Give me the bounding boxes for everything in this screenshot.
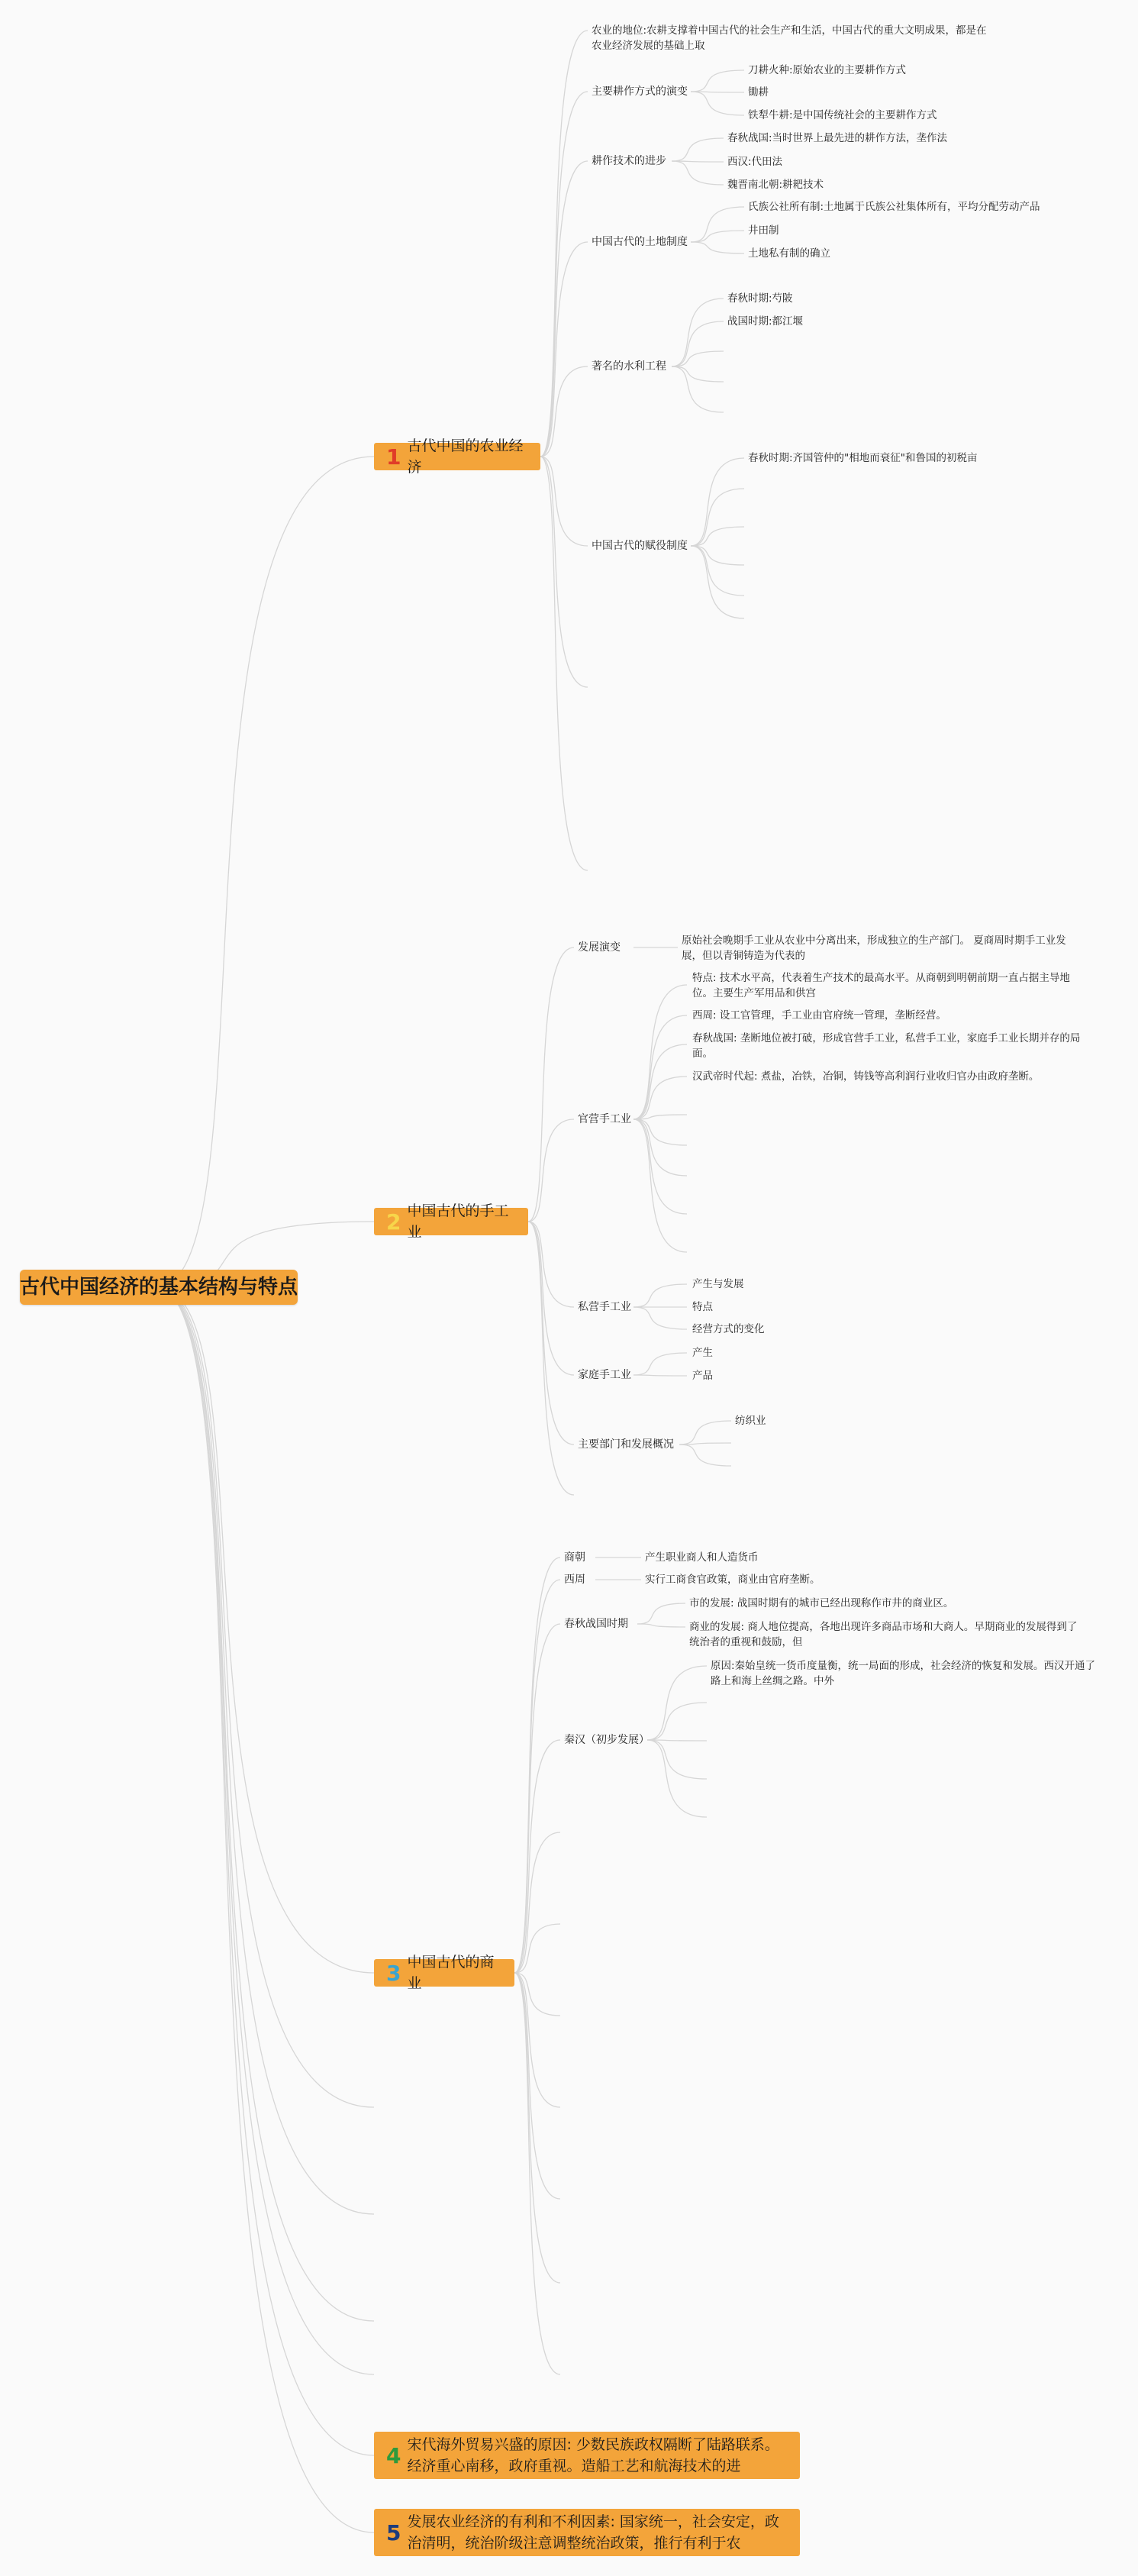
connector-line xyxy=(540,457,588,870)
leaf-tax-0: 春秋时期:齐国管仲的"相地而衰征"和鲁国的初税亩 xyxy=(748,452,978,464)
topic-number: 5 xyxy=(386,2520,401,2545)
topic-title: 发展农业经济的有利和不利因素: 国家统一，社会安定，政治清明，统治阶级注意调整统治政策，推行有利于农 xyxy=(407,2513,779,2552)
connector-line xyxy=(647,1703,707,1740)
connector-line xyxy=(514,1973,560,2107)
connector-line xyxy=(633,1307,687,1329)
connector-line xyxy=(528,1119,574,1222)
connector-line xyxy=(633,1375,687,1376)
connector-line xyxy=(691,458,744,546)
connector-line xyxy=(156,1287,374,2532)
sub-qinhan[interactable]: 秦汉（初步发展） xyxy=(564,1734,650,1746)
connector-line xyxy=(691,70,744,92)
leaf-official-3: 汉武帝时代起: 煮盐，冶铁，冶铜，铸钱等高利润行业收归官办由政府垄断。 xyxy=(692,1070,1040,1083)
connector-line xyxy=(540,457,588,687)
connector-line xyxy=(156,457,374,1287)
connector-line xyxy=(691,207,744,242)
leaf-family-0: 产生 xyxy=(692,1347,713,1359)
leaf-official-0: 特点: 技术水平高，代表着生产技术的最高水平。从商朝到明朝前期一直占据主导地位。主要生产军用品和供宫 xyxy=(692,972,1070,999)
topic-agriculture[interactable] xyxy=(374,437,540,476)
topic-number: 4 xyxy=(386,2442,401,2468)
sub-family-craft[interactable]: 家庭手工业 xyxy=(578,1369,631,1381)
connector-line xyxy=(679,1421,731,1445)
topic-number: 3 xyxy=(386,1960,401,1986)
leaf-farming-2: 铁犁牛耕:是中国传统社会的主要耕作方式 xyxy=(748,109,937,121)
connector-line xyxy=(647,1740,707,1779)
topic-number: 2 xyxy=(386,1209,401,1235)
connector-line xyxy=(514,1740,560,1973)
connector-line xyxy=(528,1222,574,1307)
connector-line xyxy=(637,1603,685,1624)
connector-line xyxy=(514,1973,560,2016)
sub-zhou[interactable]: 西周 xyxy=(564,1574,585,1586)
connector-line xyxy=(691,242,744,253)
sub-private-craft[interactable]: 私营手工业 xyxy=(578,1301,631,1313)
connector-line xyxy=(672,161,724,185)
sub-tax-system[interactable]: 中国古代的赋役制度 xyxy=(592,540,688,552)
sub-land-system[interactable]: 中国古代的土地制度 xyxy=(592,236,688,248)
sub-craft-sectors[interactable]: 主要部门和发展概况 xyxy=(578,1438,674,1451)
topic-title: 古代中国的农业经济 xyxy=(407,437,524,476)
leaf-tech-1: 西汉:代田法 xyxy=(727,156,783,168)
connector-line xyxy=(633,1119,687,1176)
leaf-sectors-0: 纺织业 xyxy=(735,1415,766,1427)
leaf-qinhan-0: 原因:秦始皇统一货币度量衡，统一局面的形成，社会经济的恢复和发展。西汉开通了路上和海上丝绸之路。中外 xyxy=(711,1660,1096,1687)
sub-shang[interactable]: 商朝 xyxy=(564,1551,585,1564)
connector-line xyxy=(647,1740,707,1741)
leaf-official-1: 西周: 设工官管理，手工业由官府统一管理，垄断经营。 xyxy=(692,1009,946,1022)
connector-line xyxy=(514,1832,560,1973)
leaf-private-0: 产生与发展 xyxy=(692,1278,744,1290)
leaf-chunqiu-1: 商业的发展: 商人地位提高，各地出现许多商品市场和大商人。早期商业的发展得到了统治者的重视和鼓励，但 xyxy=(689,1621,1078,1648)
leaf-official-2: 春秋战国: 垄断地位被打破，形成官营手工业，私营手工业，家庭手工业长期并存的局面。 xyxy=(692,1032,1081,1060)
connector-line xyxy=(672,321,724,366)
leaf-zhou: 实行工商食官政策，商业由官府垄断。 xyxy=(645,1574,820,1586)
connector-line xyxy=(672,366,724,382)
topic-number: 1 xyxy=(386,444,401,470)
connector-line xyxy=(672,299,724,366)
connector-line xyxy=(633,1284,687,1307)
connector-line xyxy=(156,1287,374,2321)
topic-handicraft[interactable] xyxy=(374,1202,528,1241)
connector-line xyxy=(514,1558,560,1973)
connector-line xyxy=(691,489,744,546)
connector-line xyxy=(691,546,744,618)
connector-line xyxy=(672,366,724,412)
connector-line xyxy=(514,1624,560,1973)
leaf-private-2: 经营方式的变化 xyxy=(692,1323,765,1335)
topic-agri-factors[interactable] xyxy=(374,2509,800,2556)
connector-line xyxy=(672,138,724,161)
connector-line xyxy=(691,546,744,596)
root-node[interactable]: 古代中国经济的基本结构与特点 xyxy=(20,1270,298,1305)
topic-commerce[interactable] xyxy=(374,1954,514,1992)
connector-line xyxy=(528,1222,574,1495)
connector-line xyxy=(156,1287,374,1973)
connector-line xyxy=(514,1973,560,2283)
sub-water-projects[interactable]: 著名的水利工程 xyxy=(592,360,666,373)
leaf-family-1: 产品 xyxy=(692,1370,713,1382)
connector-line xyxy=(679,1445,731,1466)
leaf-shang: 产生职业商人和人造货币 xyxy=(645,1551,759,1564)
connector-line xyxy=(633,985,687,1119)
leaf-land-2: 土地私有制的确立 xyxy=(748,247,830,260)
connector-line xyxy=(514,1973,560,2374)
connector-line xyxy=(528,947,574,1222)
connector-line xyxy=(528,1222,574,1375)
leaf-water-1: 战国时期:都江堰 xyxy=(727,315,804,328)
sub-farming-methods[interactable]: 主要耕作方式的演变 xyxy=(592,86,688,98)
connector-line xyxy=(156,1287,374,2214)
connector-line xyxy=(691,92,744,115)
connector-line xyxy=(540,161,588,457)
sub-chunqiu[interactable]: 春秋战国时期 xyxy=(564,1618,628,1630)
connector-line xyxy=(633,1077,687,1119)
connector-line xyxy=(633,1353,687,1375)
leaf-private-1: 特点 xyxy=(692,1301,713,1313)
connector-line xyxy=(156,1287,374,2455)
connector-line xyxy=(540,242,588,457)
leaf-chunqiu-0: 市的发展: 战国时期有的城市已经出现称作市井的商业区。 xyxy=(689,1597,954,1609)
sub-tech-progress[interactable]: 耕作技术的进步 xyxy=(592,155,666,167)
leaf-tech-2: 魏晋南北朝:耕耙技术 xyxy=(727,179,824,191)
sub-official-craft[interactable]: 官营手工业 xyxy=(578,1113,631,1125)
connector-line xyxy=(156,1287,374,2374)
topic-song-trade[interactable] xyxy=(374,2432,800,2479)
connector-line xyxy=(156,1287,374,2107)
leaf-land-0: 氏族公社所有制:土地属于氏族公社集体所有，平均分配劳动产品 xyxy=(748,201,1040,213)
connector-line xyxy=(633,1015,687,1119)
leaf-land-1: 井田制 xyxy=(748,224,779,237)
leaf-water-0: 春秋时期:芍陂 xyxy=(727,292,793,305)
leaf-farming-0: 刀耕火种:原始农业的主要耕作方式 xyxy=(748,64,907,76)
connector-line xyxy=(528,1222,574,1445)
agri-status-text: 农业的地位:农耕支撑着中国古代的社会生产和生活，中国古代的重大文明成果，都是在农业经济发展的基础上取 xyxy=(592,24,987,52)
leaf-craft-history: 原始社会晚期手工业从农业中分离出来，形成独立的生产部门。 夏商周时期手工业发展，但以青铜铸造为代表的 xyxy=(682,935,1066,962)
sub-craft-history[interactable]: 发展演变 xyxy=(578,941,621,954)
topic-title: 中国古代的手工业 xyxy=(407,1202,509,1241)
connector-line xyxy=(633,1119,687,1252)
connector-line xyxy=(633,1044,687,1119)
connector-line xyxy=(637,1624,685,1627)
leaf-tech-0: 春秋战国:当时世界上最先进的耕作方法，垄作法 xyxy=(727,132,948,144)
leaf-farming-1: 锄耕 xyxy=(748,86,769,98)
topic-title: 中国古代的商业 xyxy=(407,1954,495,1992)
topic-title: 宋代海外贸易兴盛的原因: 少数民族政权隔断了陆路联系。经济重心南移，政府重视。造船工艺和航海技术的进 xyxy=(407,2436,779,2474)
